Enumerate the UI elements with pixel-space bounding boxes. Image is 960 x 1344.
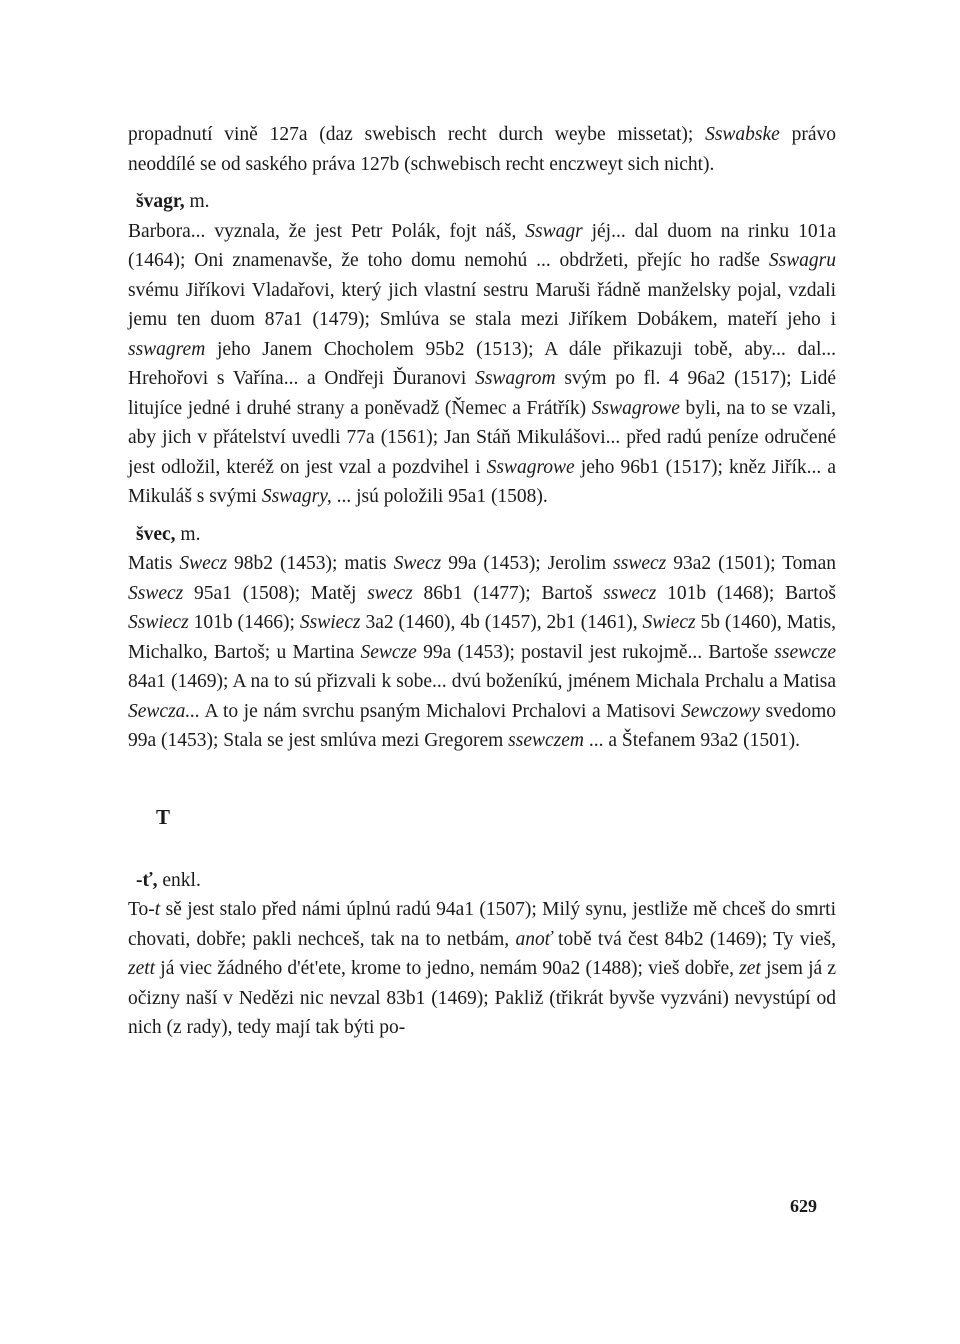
text-run: A to je nám svrchu psaným Michalovi Prchalovi a Matisovi [200, 700, 681, 722]
headword-svagr [136, 187, 836, 217]
headword-grammar: m. [175, 523, 201, 545]
italic-citation: Sswagru [768, 250, 836, 271]
italic-citation: anoť [515, 928, 552, 950]
italic-citation: Sswagrowe [591, 397, 680, 419]
text-run: svému Jiříkovi Vladařovi, který jich vlastní sestru Maruši řádně manželsky pojal, vzdali jemu ten duom 87a1 (1479); Smlúva se stala mezi Jiříkem Dobákem, mateří jeho i [128, 279, 836, 330]
text-run: 93a2 (1501); Toman [666, 553, 836, 574]
text-run: já viec žádného d'ét'ete, krome to jedno, nemám 90a2 (1488); vieš dobře, [155, 958, 740, 979]
page-number: 629 [790, 1196, 817, 1216]
entry-continuation [128, 120, 836, 179]
text-run: jeho Janem Chocholem 95b2 (1513); A dále přikazuji tobě, aby... dal... Hrehořovi s Vařína... a Ondřeji Ďuranovi [128, 338, 836, 389]
italic-citation: Sswiecz [128, 612, 189, 633]
text-run: 98b2 (1453); matis [227, 553, 394, 574]
text-run: Barbora... vyznala, že jest Petr Polák, fojt náš, [128, 220, 526, 242]
italic-citation: Sswagry, [261, 486, 332, 507]
italic-citation: Sewcze [360, 641, 417, 663]
text-run: byli, na to se vzali, aby jich v přátelství uvedli 77a (1561); Jan Stáň Mikulášovi... před radú peníze odručené jest odložil, kteréž on jest vzal a pozdvihel i [128, 397, 836, 478]
text-run: propadnutí vině 127a (daz swebisch recht durch weybe missetat); [128, 124, 706, 145]
text-run: jeho 96b1 (1517); kněz Jiřík... a Mikuláš s svými [128, 456, 836, 507]
italic-citation: Sewcza... [128, 700, 201, 722]
italic-citation: ssewcze [774, 641, 837, 663]
italic-citation: zet [739, 958, 761, 979]
entry-svec-text [128, 549, 836, 756]
text-run: Matis [128, 553, 180, 574]
text-run: 3a2 (1460), 4b (1457), 2b1 (1461), [360, 612, 643, 633]
headword-word: -ť, [136, 869, 158, 891]
headword-grammar: m. [184, 191, 210, 212]
italic-citation: sswagrem [128, 338, 206, 360]
italic-citation: Swiecz [642, 612, 696, 633]
headword-svec [136, 520, 836, 550]
headword-grammar: enkl. [157, 869, 201, 891]
italic-citation: Sswecz [128, 582, 184, 604]
text-run: 5b (1460), Matis, Michalko, Bartoš; u Martina [128, 612, 837, 663]
headword-word: švagr, [136, 191, 185, 212]
text-run: tobě tvá čest 84b2 (1469); Ty vieš, [551, 928, 836, 950]
entry-t-text [128, 895, 836, 1043]
entry-svagr-text [128, 217, 836, 512]
italic-citation: t [154, 899, 161, 920]
italic-citation: swecz [367, 582, 413, 604]
italic-citation: Sswagr [525, 220, 583, 242]
section-letter: T [156, 804, 171, 829]
headword-t-enclitic [136, 866, 836, 896]
text-run: 99a (1453); Jerolim [441, 553, 614, 574]
text-run: svým po fl. 4 96a2 (1517); Lidé litujíce jedné i druhé strany a poněvadž (Ňemec a Frátřík) [128, 368, 836, 419]
text-run: 95a1 (1508); Matěj [183, 582, 368, 604]
italic-citation: Swecz [179, 553, 228, 574]
text-run: 101b (1468); Bartoš [656, 582, 836, 604]
italic-citation: ssewczem [508, 730, 584, 751]
text-run: 84a1 (1469); A na to sú přizvali k sobe... dvú boženíkú, jménem Michala Prchalu a Matisa [128, 671, 836, 692]
text-run: svedomo 99a (1453); Stala se jest smlúva mezi Gregorem [128, 700, 836, 751]
text-run: ... a Štefanem 93a2 (1501). [583, 730, 801, 751]
text-run: sě jest stalo před námi úplnú radú 94a1 (1507); Milý synu, jestliže mě chceš do smrti chovati, dobře; pakli nechceš, tak na to netbám, [128, 899, 836, 950]
italic-citation: Sswagrom [475, 368, 556, 389]
text-run: 101b (1466); [188, 612, 300, 633]
headword-word: švec, [136, 523, 176, 545]
text-run: 86b1 (1477); Bartoš [412, 582, 604, 604]
italic-citation: sswecz [603, 582, 657, 604]
italic-citation: Sswabske [705, 124, 780, 145]
text-run: ... jsú položili 95a1 (1508). [331, 486, 548, 507]
italic-citation: zett [128, 958, 156, 979]
text-run: 99a (1453); postavil jest rukojmě... Bartoše [416, 641, 775, 663]
text-run: jéj... dal duom na rinku 101a (1464); Oni znamenavše, že toho domu nemohú ... obdržeti, přejíc ho radše [128, 220, 836, 271]
italic-citation: sswecz [613, 553, 667, 574]
text-run: právo neoddílé se od saského práva 127b (schwebisch recht enczweyt sich nicht). [128, 124, 836, 175]
dictionary-page [128, 120, 836, 1043]
italic-citation: Sswagrowe [486, 456, 575, 478]
italic-citation: Sswiecz [299, 612, 361, 633]
text-run: jsem já z očizny naší v Nedězi nic nevzal 83b1 (1469); Pakliž (třikrát byvše vyzváni) nevystúpí od nich (z rady), tedy mají tak býti po- [128, 958, 837, 1038]
text-run: To- [128, 899, 155, 920]
italic-citation: Sewczowy [680, 700, 761, 722]
italic-citation: Swecz [393, 553, 442, 574]
